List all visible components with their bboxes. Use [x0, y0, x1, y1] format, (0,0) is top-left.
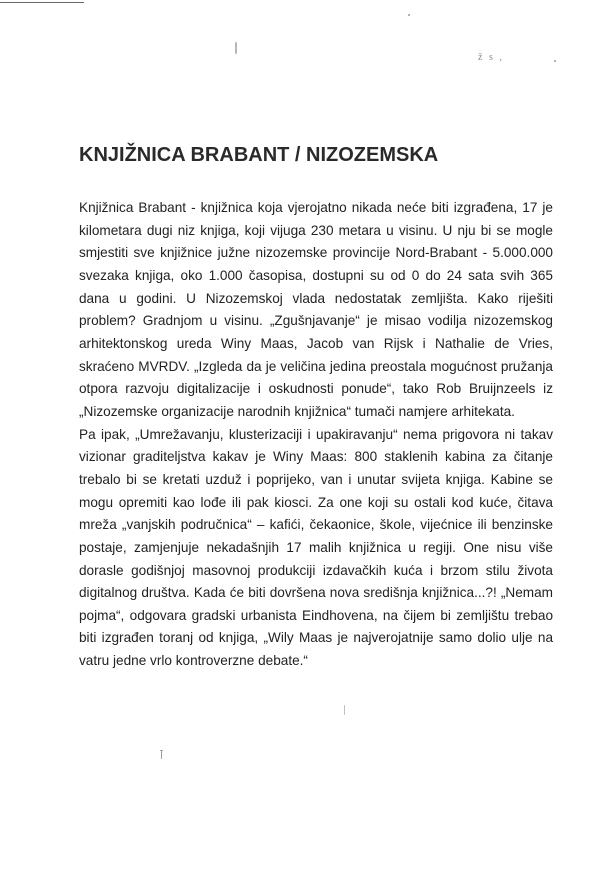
top-edge-line [0, 2, 84, 3]
article-body [79, 197, 553, 673]
scan-speck [408, 14, 410, 16]
scan-speck [554, 60, 556, 62]
scan-speck [161, 751, 162, 759]
scan-speck [235, 42, 237, 54]
page-title: KNJIŽNICA BRABANT / NIZOZEMSKA [79, 144, 439, 166]
header-marks: ž s , [478, 52, 504, 63]
scan-speck [344, 705, 345, 715]
paragraph-2: Pa ipak, „Umrežavanju, klusterizaciji i upakiravanju“ nema prigovora ni takav vizionar graditeljstva kakav je Winy Maas: 800 staklenih kabina za čitanje trebalo bi se kretati uzduž i poprijeko, van i unutar svijeta knjiga. Kabine se mogu opremiti kao lođe ili pak kiosci. Za one koji su ostali kod kuće, čitava mreža „vanjskih područnica“ – kafići, čekaonice, škole, vijećnice ili benzinske postaje, zamjenjuje nekadašnjih 17 malih knjižnica u regiji. One nisu više dorasle godišnjoj masovnoj produkciji izdavačkih kuća i brzom stilu života digitalnog društva. Kada će biti dovršena nova središnja knjižnica...?! „Nemam pojma“, odgovara gradski urbanista Eindhovena, na čijem bi zemljištu trebao biti izgrađen toranj od knjiga, „Wily Maas je najverojatnije samo dolio ulje na vatru jedne vrlo kontroverzne debate.“ [79, 426, 553, 669]
paragraph-1: Knjižnica Brabant - knjižnica koja vjerojatno nikada neće biti izgrađena, 17 je kilometara dugi niz knjiga, koji vijuga 230 metara u visinu. U nju bi se mogle smjestiti sve knjižnice južne nizozemske provincije Nord-Brabant - 5.000.000 svezaka knjiga, oko 1.000 časopisa, dostupni su od 0 do 24 sata svih 365 dana u godini. U Nizozemskoj vlada nedostatak zemljišta. Kako riješiti problem? Gradnjom u visinu. „Zgušnjavanje“ je misao vodilja nizozemskog arhitektonskog ureda Winy Maas, Jacob van Rijsk i Nathalie de Vries, skraćeno MVRDV. „Izgleda da je veličina jedina preostala mogućnost pružanja otpora razvoju digitalizacije i oskudnosti ponude“, tako Rob Bruijnzeels iz „Nizozemske organizacije narodnih knjižnica“ tumači namjere arhitekata. [79, 200, 553, 419]
